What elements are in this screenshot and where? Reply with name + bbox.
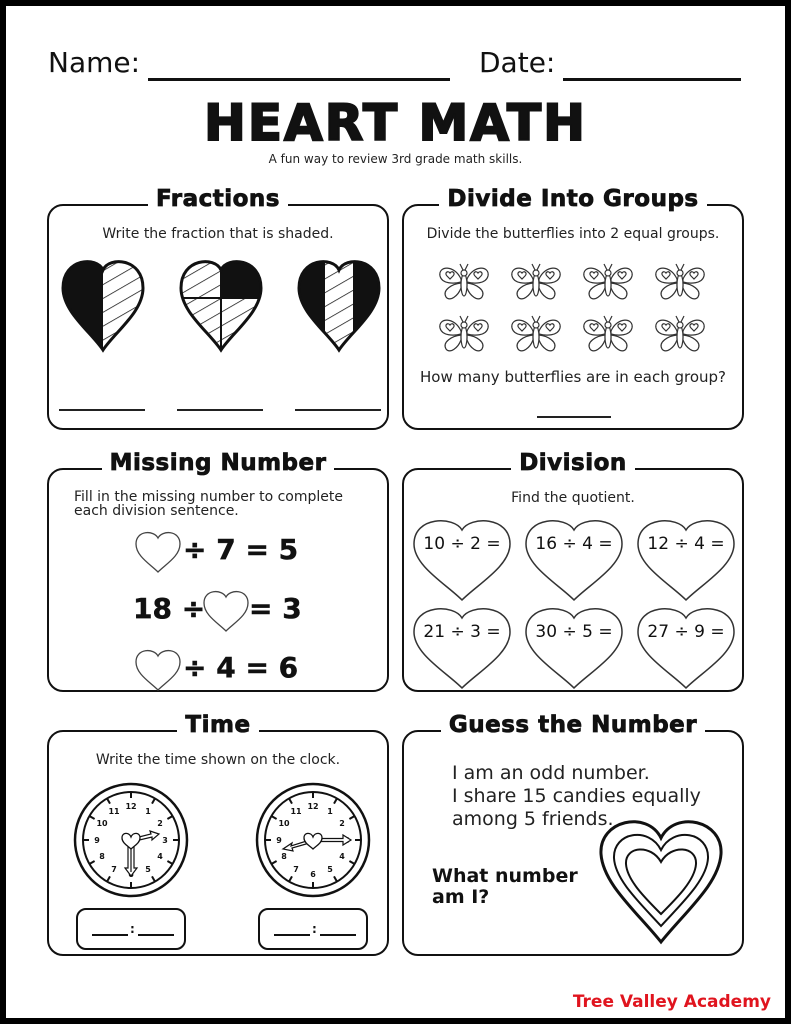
fraction-answer-3[interactable]	[295, 409, 381, 411]
division-panel	[402, 450, 744, 692]
fractions-instruction: Write the fraction that is shaded.	[102, 226, 334, 242]
fractions-title: Fractions	[49, 186, 387, 216]
name-field[interactable]	[148, 78, 450, 81]
guess-title: Guess the Number	[404, 712, 742, 742]
groups-panel	[402, 186, 744, 430]
page-subtitle: A fun way to review 3rd grade math skills.	[268, 152, 523, 166]
nested-hearts-icon	[404, 732, 746, 958]
name-date-row	[48, 46, 743, 86]
missing-panel	[47, 450, 389, 692]
brand-footer: Tree Valley Academy	[572, 992, 771, 1012]
division-instruction: Find the quotient.	[511, 490, 635, 506]
missing-answer-2[interactable]	[207, 587, 247, 625]
fraction-hearts-icon	[49, 206, 391, 432]
groups-instruction: Divide the butterflies into 2 equal groups.	[426, 226, 720, 242]
name-label: Name:	[48, 46, 141, 79]
butterflies-icon	[404, 206, 746, 432]
missing-eq-2-left: 18 ÷	[133, 592, 206, 625]
fractions-panel	[47, 186, 389, 430]
division-problem: 27 ÷ 9 =	[647, 622, 725, 642]
division-title: Division	[404, 450, 742, 480]
division-hearts-icon	[404, 470, 746, 694]
time-title: Time	[49, 712, 387, 742]
guess-answer-area[interactable]	[626, 852, 696, 902]
time-panel	[12, 694, 389, 956]
clocks-icon: 12 1 2 3 4 5 6 7 8 9 10 11	[49, 732, 391, 958]
groups-question: How many butterflies are in each group?	[420, 368, 726, 386]
missing-answer-3[interactable]	[139, 646, 179, 684]
division-problem: 16 ÷ 4 =	[535, 534, 613, 554]
guess-question: What number am I?	[432, 865, 578, 908]
guess-panel	[402, 712, 744, 956]
division-problem: 10 ÷ 2 =	[423, 534, 501, 554]
worksheet-page	[6, 6, 785, 1018]
missing-answer-1[interactable]	[139, 528, 179, 566]
groups-title: Divide Into Groups	[404, 186, 742, 216]
time-instruction: Write the time shown on the clock.	[95, 752, 341, 768]
division-problem: 30 ÷ 5 =	[535, 622, 613, 642]
missing-eq-3: ÷ 4 = 6	[183, 651, 299, 684]
missing-title: Missing Number	[49, 450, 387, 480]
missing-instruction: Fill in the missing number to complete each division sentence.	[74, 489, 343, 519]
guess-clues: I am an odd number. I share 15 candies equally among 5 friends.	[452, 762, 701, 830]
missing-eq-2-right: = 3	[249, 592, 302, 625]
groups-answer[interactable]	[537, 416, 611, 418]
time-answer-1[interactable]: :	[76, 908, 186, 950]
date-label: Date:	[479, 46, 556, 79]
fraction-answer-1[interactable]	[59, 409, 145, 411]
date-field[interactable]	[563, 78, 741, 81]
page-title: HEART MATH	[204, 94, 587, 152]
division-problem: 21 ÷ 3 =	[423, 622, 501, 642]
division-problem: 12 ÷ 4 =	[647, 534, 725, 554]
time-answer-2[interactable]: :	[258, 908, 368, 950]
missing-eq-1: ÷ 7 = 5	[183, 533, 299, 566]
fraction-answer-2[interactable]	[177, 409, 263, 411]
